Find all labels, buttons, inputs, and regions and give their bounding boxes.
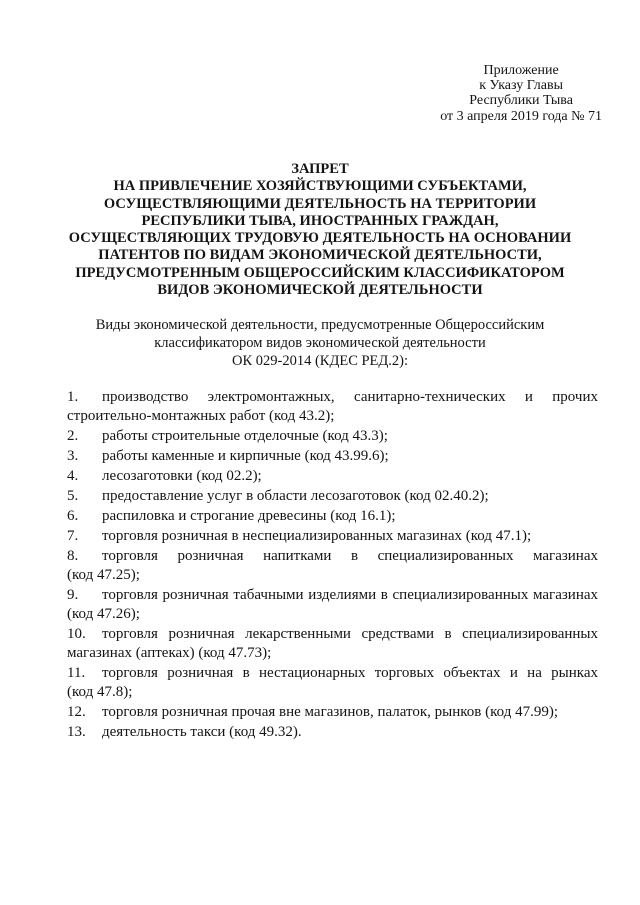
item-number: 5.: [67, 488, 79, 504]
item-text-line: деятельность такси (код 49.32).: [102, 724, 302, 740]
item-number: 13.: [67, 724, 86, 740]
item-text-line: предоставление услуг в области лесозаготовок (код 02.40.2);: [102, 488, 489, 504]
item-text-line: работы строительные отделочные (код 43.3);: [102, 428, 388, 444]
list-item: [67, 427, 598, 446]
list-item-first-line: [67, 625, 598, 644]
subtitle: [30, 316, 610, 370]
appendix-block: [440, 63, 602, 124]
title-line: ПРЕДУСМОТРЕННЫМ ОБЩЕРОССИЙСКИМ КЛАССИФИКАТОРОМ: [75, 264, 565, 281]
list-item-first-line: [67, 703, 598, 722]
list-item-first-line: [67, 447, 598, 466]
item-number: 3.: [67, 448, 79, 464]
list-item-first-line: [67, 586, 598, 605]
subtitle-line: классификатором видов экономической деятельности: [154, 335, 486, 351]
list-item-first-line: [67, 664, 598, 683]
item-text-line: лесозаготовки (код 02.2);: [102, 468, 262, 484]
list-item-first-line: [67, 467, 598, 486]
item-text-line: торговля розничная лекарственными средствами в специализированных: [102, 626, 598, 642]
list-item-first-line: [67, 427, 598, 446]
list-item: [67, 664, 598, 702]
subtitle-line: ОК 029-2014 (КДЕС РЕД.2):: [231, 353, 409, 369]
item-text-line: торговля розничная в неспециализированных магазинах (код 47.1);: [102, 528, 532, 544]
item-text-line: торговля розничная табачными изделиями в специализированных магазинах: [102, 587, 598, 603]
list-item: [67, 447, 598, 466]
title-line: ЗАПРЕТ: [291, 161, 349, 177]
item-number: 1.: [67, 389, 79, 405]
item-text-line: торговля розничная в нестационарных торговых объектах и на рынках: [102, 665, 598, 681]
title-line: ОСУЩЕСТВЛЯЮЩИХ ТРУДОВУЮ ДЕЯТЕЛЬНОСТЬ НА ОСНОВАНИИ: [68, 230, 572, 247]
document-title: [30, 161, 610, 299]
item-text-line: производство электромонтажных, санитарно-технических и прочих: [102, 389, 598, 405]
item-number: 2.: [67, 428, 79, 444]
appendix-line: от 3 апреля 2019 года № 71: [440, 108, 602, 124]
appendix-line: к Указу Главы: [479, 78, 563, 94]
appendix-line: Приложение: [483, 63, 559, 78]
item-number: 7.: [67, 528, 79, 544]
title-line: ОСУЩЕСТВЛЯЮЩИМИ ДЕЯТЕЛЬНОСТЬ НА ТЕРРИТОРИИ: [103, 195, 537, 212]
title-line: ПАТЕНТОВ ПО ВИДАМ ЭКОНОМИЧЕСКОЙ ДЕЯТЕЛЬНОСТИ,: [98, 247, 542, 264]
item-number: 9.: [67, 587, 79, 603]
title-line: РЕСПУБЛИКИ ТЫВА, ИНОСТРАННЫХ ГРАЖДАН,: [141, 212, 499, 229]
list-item-first-line: [67, 507, 598, 526]
item-text-line: работы каменные и кирпичные (код 43.99.6);: [102, 448, 389, 464]
item-text-continuation: строительно-монтажных работ (код 43.2);: [67, 408, 335, 424]
item-text-continuation: (код 47.26);: [67, 606, 140, 622]
list-item: [67, 586, 598, 624]
appendix-line: Республики Тыва: [469, 93, 573, 109]
item-text-line: распиловка и строгание древесины (код 16.1);: [102, 508, 396, 524]
item-text-line: торговля розничная прочая вне магазинов, палаток, рынков (код 47.99);: [102, 704, 559, 720]
subtitle-line: Виды экономической деятельности, предусмотренные Общероссийским: [95, 317, 545, 333]
list-item: [67, 487, 598, 506]
item-text-line: торговля розничная напитками в специализированных магазинах: [102, 548, 598, 564]
title-line: ВИДОВ ЭКОНОМИЧЕСКОЙ ДЕЯТЕЛЬНОСТИ: [157, 282, 483, 299]
list-item-first-line: [67, 388, 598, 407]
activity-list: [67, 388, 598, 743]
title-line: НА ПРИВЛЕЧЕНИЕ ХОЗЯЙСТВУЮЩИМИ СУБЪЕКТАМИ,: [113, 178, 527, 195]
item-number: 12.: [67, 704, 86, 720]
list-item-first-line: [67, 527, 598, 546]
item-number: 11.: [67, 665, 86, 681]
list-item: [67, 723, 598, 742]
list-item-first-line: [67, 547, 598, 566]
item-number: 8.: [67, 548, 79, 564]
list-item: [67, 507, 598, 526]
list-item: [67, 703, 598, 722]
list-item: [67, 388, 598, 426]
list-item-first-line: [67, 487, 598, 506]
list-item: [67, 527, 598, 546]
item-number: 4.: [67, 468, 79, 484]
item-text-continuation: (код 47.25);: [67, 567, 140, 583]
list-item-first-line: [67, 723, 598, 742]
list-item: [67, 547, 598, 585]
list-item: [67, 467, 598, 486]
item-text-continuation: магазинах (аптеках) (код 47.73);: [67, 645, 272, 661]
list-item: [67, 625, 598, 663]
item-number: 10.: [67, 626, 86, 642]
item-text-continuation: (код 47.8);: [67, 684, 133, 700]
item-number: 6.: [67, 508, 79, 524]
